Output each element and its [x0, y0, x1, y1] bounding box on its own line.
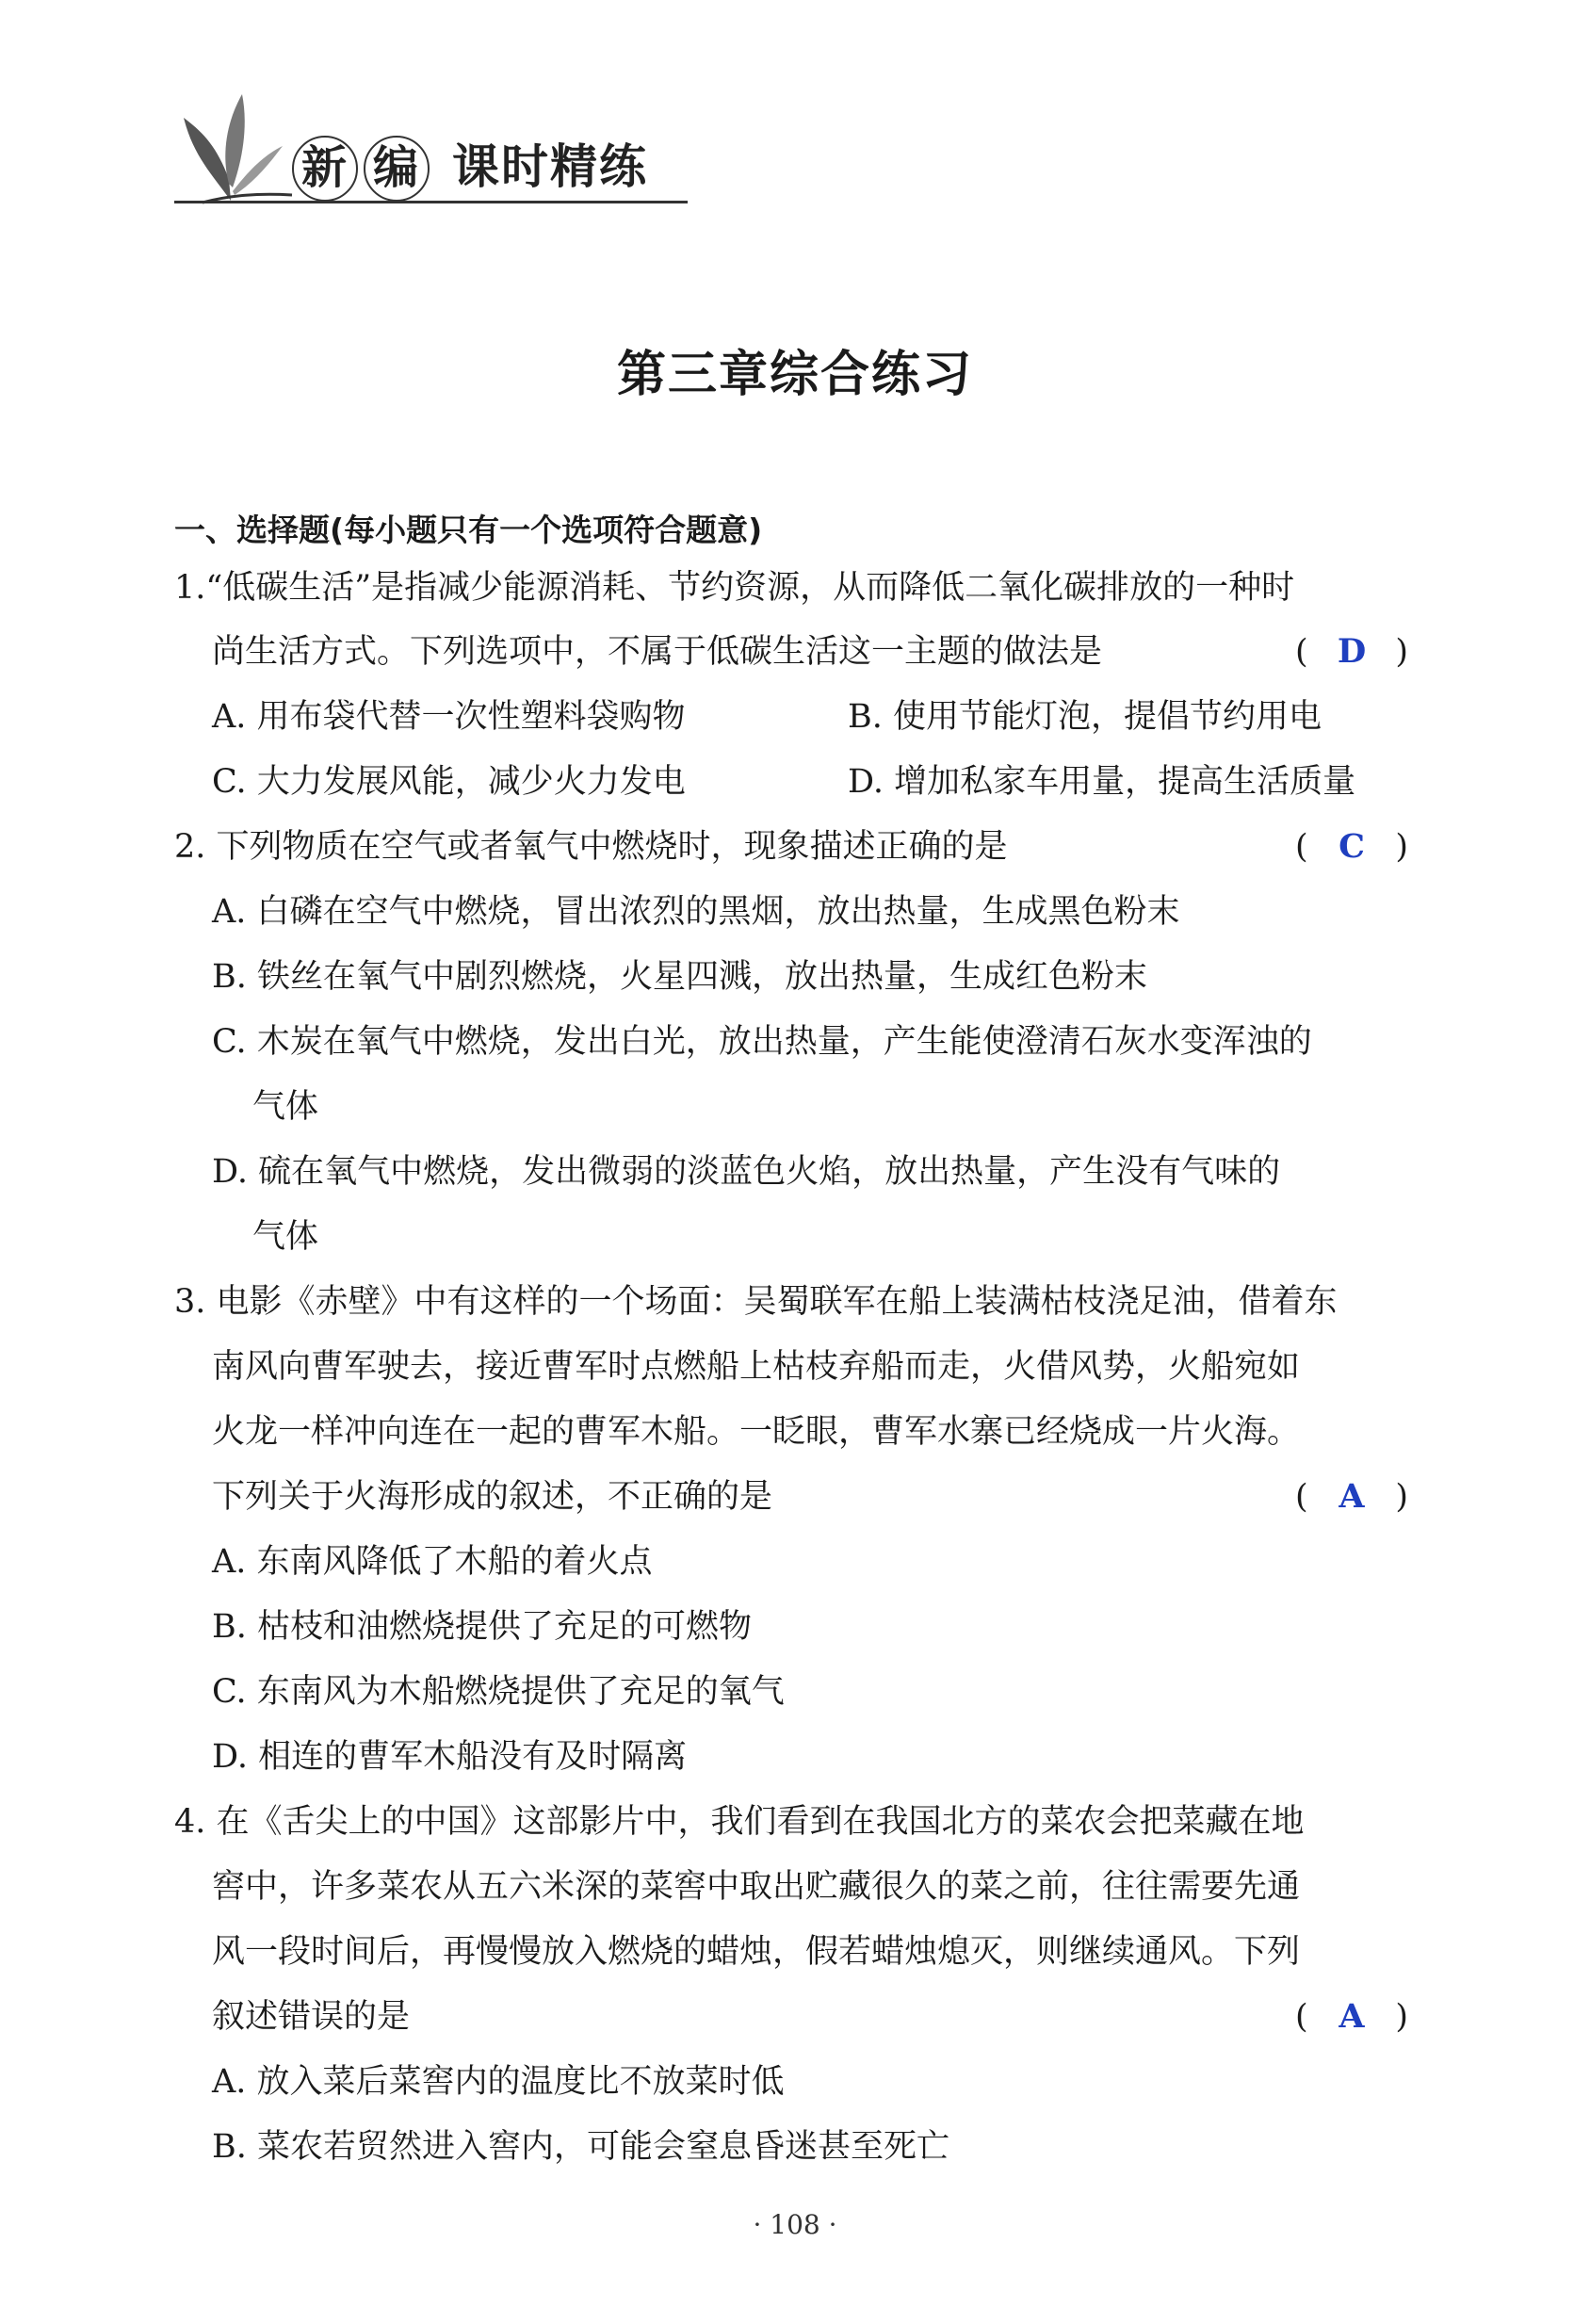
header-circled-char: 新 [292, 136, 358, 202]
question-4-line: 叙述错误的是 [212, 1998, 411, 2036]
question-1-option: B. 使用节能灯泡，提倡节约用电 [848, 698, 1322, 736]
question-2-option-continuation: 气体 [252, 1218, 319, 1256]
section-title: 一、选择题(每小题只有一个选项符合题意) [174, 512, 763, 548]
question-3-option: C. 东南风为木船燃烧提供了充足的氧气 [212, 1673, 785, 1711]
question-4-option: A. 放入菜后菜窖内的温度比不放菜时低 [212, 2063, 785, 2101]
question-4-line: 风一段时间后，再慢慢放入燃烧的蜡烛，假若蜡烛熄灭，则继续通风。下列 [212, 1933, 1301, 1971]
question-2-option: D. 硫在氧气中燃烧，发出微弱的淡蓝色火焰，放出热量，产生没有气味的 [212, 1153, 1281, 1191]
question-1-option: C. 大力发展风能，减少火力发电 [212, 763, 686, 801]
page-number: · 108 · [753, 2209, 837, 2240]
question-1-option: D. 增加私家车用量，提高生活质量 [848, 763, 1356, 801]
header-circled-char: 编 [364, 136, 430, 202]
question-3-option: B. 枯枝和油燃烧提供了充足的可燃物 [212, 1608, 752, 1646]
question-1-line: 1.“低碳生活”是指减少能源消耗、节约资源，从而降低二氧化碳排放的一种时 [174, 569, 1295, 607]
question-1-line: 尚生活方式。下列选项中，不属于低碳生活这一主题的做法是 [212, 633, 1103, 671]
chapter-title: 第三章综合练习 [616, 346, 973, 403]
answer-letter: D [1337, 632, 1367, 671]
question-4-line: 4. 在《舌尖上的中国》这部影片中，我们看到在我国北方的菜农会把菜藏在地 [174, 1803, 1305, 1841]
question-3-option: A. 东南风降低了木船的着火点 [212, 1543, 653, 1581]
question-1-answer: ( D ) [1295, 632, 1408, 671]
question-2-line: 2. 下列物质在空气或者氧气中燃烧时，现象描述正确的是 [174, 828, 1008, 866]
answer-letter: C [1339, 827, 1365, 866]
header-title-text: 课时精练 [452, 139, 648, 194]
butterfly-icon [174, 89, 297, 207]
question-3-line: 3. 电影《赤壁》中有这样的一个场面：吴蜀联军在船上装满枯枝浇足油，借着东 [174, 1283, 1338, 1321]
answer-letter: A [1339, 1997, 1365, 2036]
header-title [292, 129, 648, 202]
question-2-option-continuation: 气体 [252, 1088, 319, 1126]
header-rule [174, 201, 688, 203]
answer-letter: A [1339, 1477, 1365, 1516]
question-2-answer: ( C ) [1295, 827, 1408, 866]
question-3-line: 南风向曹军驶去，接近曹军时点燃船上枯枝弃船而走，火借风势，火船宛如 [212, 1348, 1301, 1386]
question-2-option: C. 木炭在氧气中燃烧，发出白光，放出热量，产生能使澄清石灰水变浑浊的 [212, 1023, 1312, 1061]
question-4-answer: ( A ) [1295, 1997, 1408, 2036]
book-header [174, 89, 688, 212]
question-3-line: 下列关于火海形成的叙述，不正确的是 [212, 1478, 773, 1516]
question-4-line: 窖中，许多菜农从五六米深的菜窖中取出贮藏很久的菜之前，往往需要先通 [212, 1868, 1301, 1906]
question-3-line: 火龙一样冲向连在一起的曹军木船。一眨眼，曹军水寨已经烧成一片火海。 [212, 1413, 1301, 1451]
question-3-answer: ( A ) [1295, 1477, 1408, 1516]
question-1-option: A. 用布袋代替一次性塑料袋购物 [212, 698, 686, 736]
question-2-option: A. 白磷在空气中燃烧，冒出浓烈的黑烟，放出热量，生成黑色粉末 [212, 893, 1180, 931]
question-4-option: B. 菜农若贸然进入窖内，可能会窒息昏迷甚至死亡 [212, 2128, 949, 2166]
question-3-option: D. 相连的曹军木船没有及时隔离 [212, 1738, 688, 1776]
question-2-option: B. 铁丝在氧气中剧烈燃烧，火星四溅，放出热量，生成红色粉末 [212, 958, 1147, 996]
